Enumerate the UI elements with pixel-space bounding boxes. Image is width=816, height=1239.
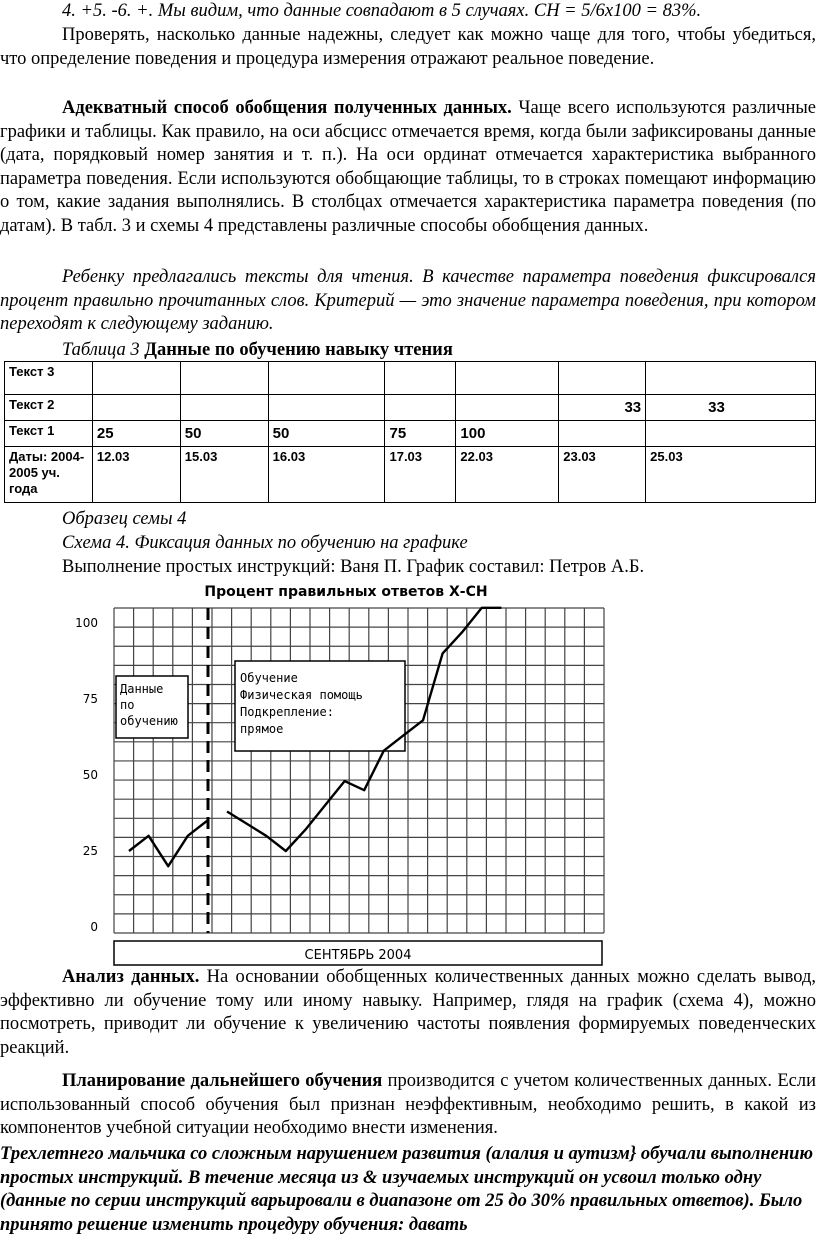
y-tick-label: 75 [82, 692, 98, 706]
table-row [5, 395, 816, 421]
table-cell: 100 [456, 421, 559, 447]
table-cell: 33 [559, 395, 646, 421]
paragraph-text: На основании обобщенных количественных данных можно сделать вывод, эффективно ли обучение тому или иному навыку. Например, глядя на график (схема 4), можно посмотреть, приводит ли обучение к увеличению частоты появления формируемых поведенческих реакций. [0, 967, 816, 1058]
table-cell: 17.03 [385, 447, 456, 503]
table-cell [456, 362, 559, 395]
table-cell: 50 [180, 421, 268, 447]
paragraph-example: Ребенку предлагались тексты для чтения. В качестве параметра поведения фиксировался процент правильно прочитанных слов. Критерий — это значение параметра поведения, при котором переходят к следующему заданию. [0, 267, 816, 334]
phase-label-baseline: Данные по обучению [120, 682, 178, 728]
sample-label: Образец семы 4 [62, 509, 187, 529]
table-cell: 25 [92, 421, 180, 447]
paragraph-reliability: Проверять, насколько данные надежны, следует как можно чаще для того, чтобы убедиться, что определение поведения и процедура измерения отражают реальное поведение. [0, 25, 816, 69]
paragraph-generalization [0, 97, 816, 238]
table-cell [180, 395, 268, 421]
phase-label-intervention: Обучение Физическая помощь Подкрепление: прямое [240, 671, 363, 736]
table-cell: 12.03 [92, 447, 180, 503]
y-tick-label: 50 [82, 768, 98, 782]
paragraph-text: Чаще всего используются различные графики и таблицы. Как правило, на оси абсцисс отмечается время, когда были зафиксированы данные (дата, порядковый номер занятия и т. п.). На оси ординат отмечается характеристика выбранного параметра поведения. Если используются обобщающие таблицы, то в строках помещают информацию о том, какие задания выполнялись. В столбцах отмечается характеристика параметра поведения (по датам). В табл. 3 и схемы 4 представлены различные способы обобщения данных. [0, 98, 816, 236]
chart-grid [114, 608, 604, 933]
y-tick-label: 0 [90, 920, 98, 934]
table-cell [92, 362, 180, 395]
table-caption-title: Данные по обучению навыку чтения [144, 340, 453, 360]
chart-subtitle: Выполнение простых инструкций: Ваня П. График составил: Петров А.Б. [62, 557, 645, 577]
table-cell [92, 395, 180, 421]
paragraph-heading: Планирование дальнейшего обучения [62, 1071, 383, 1091]
table-caption-number: Таблица 3 [62, 340, 140, 360]
row-label: Даты: 2004-2005 уч. года [5, 447, 93, 503]
table-cell: 75 [385, 421, 456, 447]
row-label: Текст 1 [5, 421, 93, 447]
series-line-baseline [129, 821, 207, 867]
paragraph-heading: Адекватный способ обобщения полученных данных. [62, 98, 512, 118]
table-cell: 33 [646, 395, 816, 421]
table-cell [646, 421, 816, 447]
table-cell [385, 362, 456, 395]
table-row [5, 421, 816, 447]
reading-data-table [4, 361, 816, 503]
result-line: 4. +5. -6. +. Мы видим, что данные совпадают в 5 случаях. СН = 5/6х100 = 83%. [62, 1, 702, 21]
table-cell: 16.03 [268, 447, 385, 503]
x-axis-label: СЕНТЯБРЬ 2004 [304, 948, 412, 963]
y-axis-ticks [75, 616, 98, 934]
y-tick-label: 25 [82, 844, 98, 858]
table-cell [456, 395, 559, 421]
table-cell [559, 421, 646, 447]
table-cell [385, 395, 456, 421]
table-cell: 50 [268, 421, 385, 447]
paragraph-planning [0, 1070, 816, 1141]
y-tick-label: 100 [75, 616, 98, 630]
table-cell [268, 362, 385, 395]
scheme-caption: Схема 4. Фиксация данных по обучению на графике [62, 533, 468, 553]
row-label: Текст 3 [5, 362, 93, 395]
progress-chart [60, 578, 620, 968]
paragraph-analysis [0, 966, 816, 1060]
row-label: Текст 2 [5, 395, 93, 421]
table-cell: 15.03 [180, 447, 268, 503]
table-cell [646, 362, 816, 395]
table-caption [62, 339, 453, 363]
table-cell [180, 362, 268, 395]
paragraph-text: производится с учетом количественных данных. Если использованный способ обучения был признан неэффективным, необходимо решить, в какой из компонентов учебной ситуации необходимо внести изменения. [0, 1071, 816, 1138]
table-row [5, 447, 816, 503]
table-cell: 25.03 [646, 447, 816, 503]
table-cell [268, 395, 385, 421]
paragraph-case: Трехлетнего мальчика со сложным нарушением развития (алалия и аутизм} обучали выполнению простых инструкций. В течение месяца из & изучаемых инструкций он усвоил только одну (данные по серии инструкций варьировали в диапазоне от 25 до 30% правильных ответов). Было принято решение изменить процедуру обучения: давать [0, 1144, 813, 1235]
table-cell: 23.03 [559, 447, 646, 503]
table-cell [559, 362, 646, 395]
chart-title: Процент правильных ответов Х-СН [204, 584, 488, 600]
paragraph-heading: Анализ данных. [62, 967, 200, 987]
table-row [5, 362, 816, 395]
table-cell: 22.03 [456, 447, 559, 503]
